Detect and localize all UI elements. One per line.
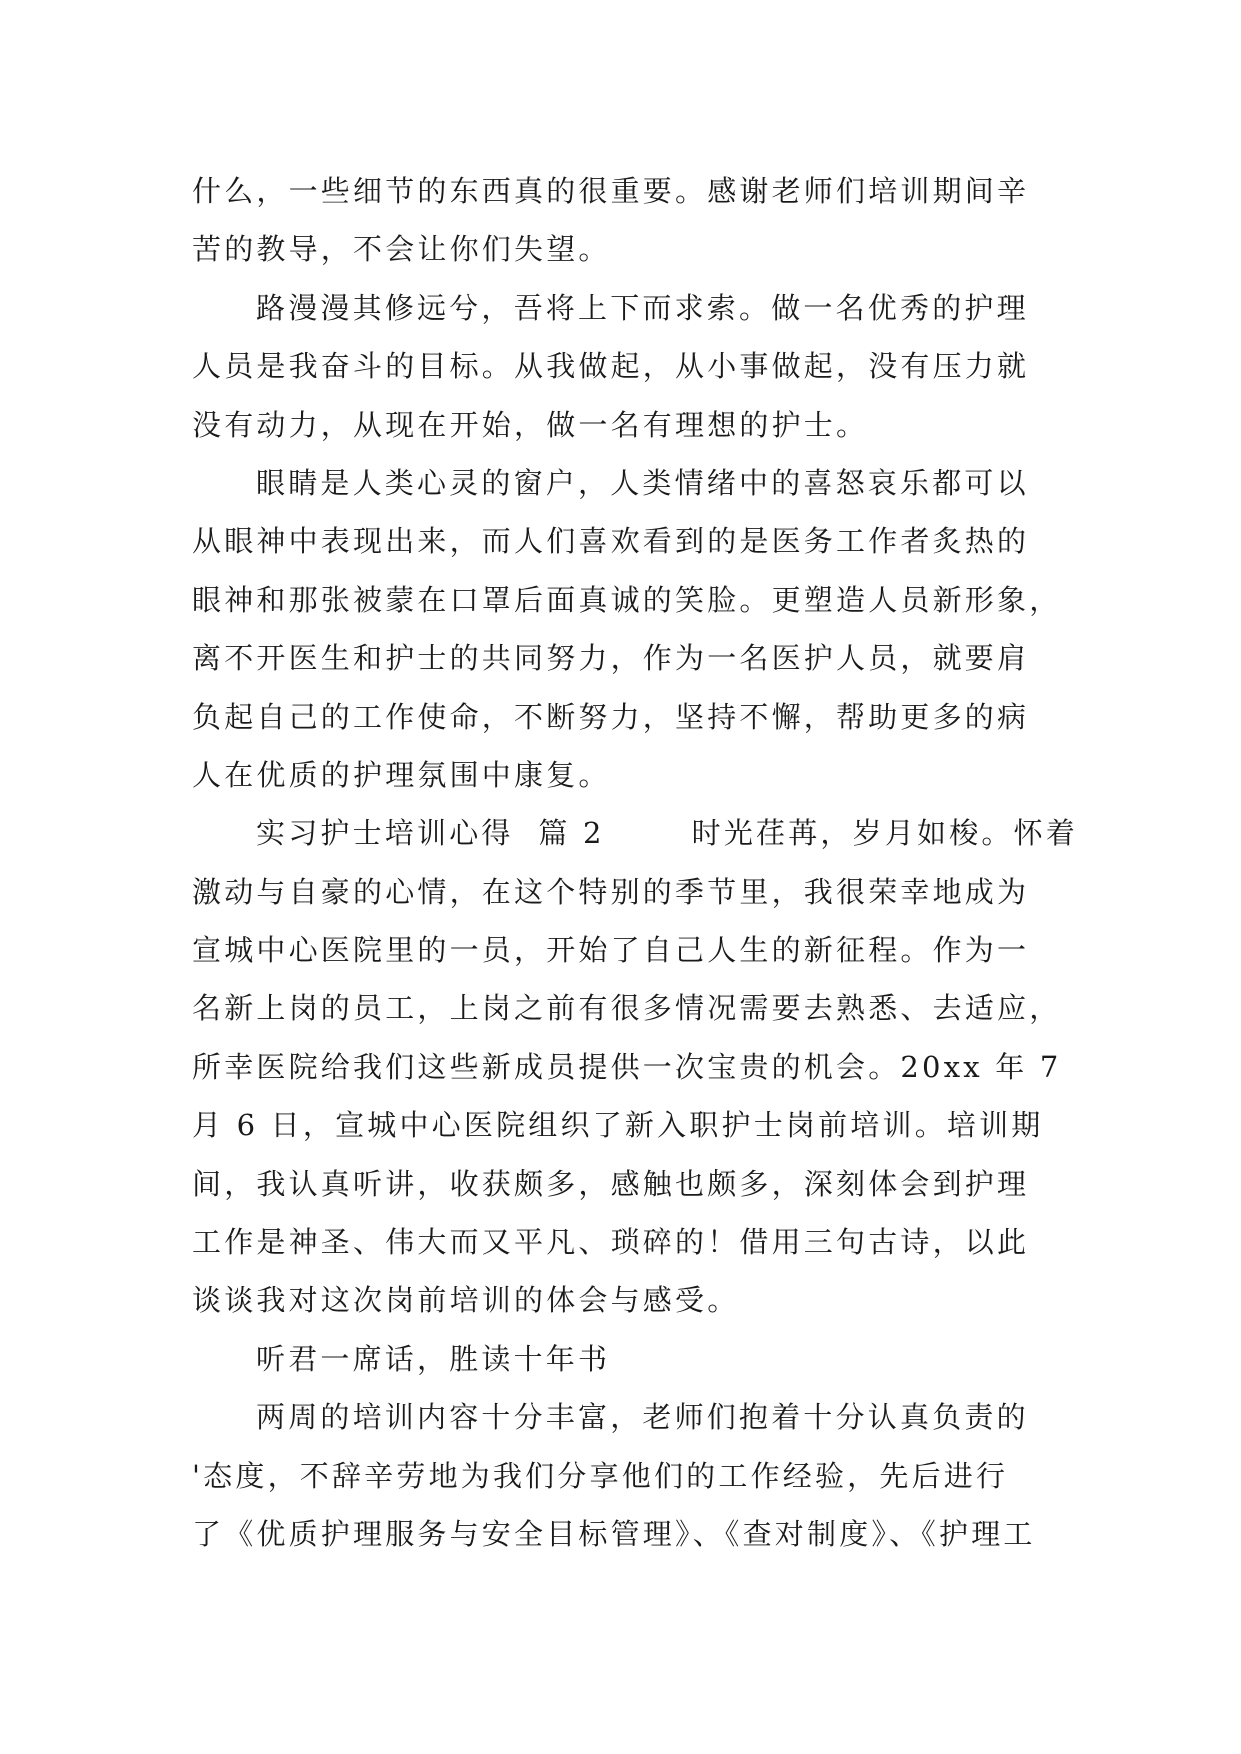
text-line: 谈谈我对这次岗前培训的体会与感受。 [192, 1283, 740, 1318]
text-line: 宣城中心医院里的一员，开始了自己人生的新征程。作为一 [192, 933, 1030, 968]
text-line: 了《优质护理服务与安全目标管理》、《查对制度》、《护理工 [192, 1516, 1036, 1551]
paragraph-first-line: 眼睛是人类心灵的窗户，人类情绪中的喜怒哀乐都可以 [256, 465, 1029, 500]
text-line: 工作是神圣、伟大而又平凡、琐碎的！借用三句古诗，以此 [192, 1225, 1030, 1260]
text-line: 离不开医生和护士的共同努力，作为一名医护人员，就要肩 [192, 641, 1030, 676]
paragraph-first-line: 两周的培训内容十分丰富，老师们抱着十分认真负责的 [256, 1400, 1029, 1435]
section-heading-line: 实习护士培训心得 篇 2 时光荏苒，岁月如梭。怀着 [256, 816, 1079, 851]
text-line: 什么，一些细节的东西真的很重要。感谢老师们培训期间辛 [192, 174, 1030, 208]
text-line: 苦的教导，不会让你们失望。 [192, 232, 611, 267]
text-line: 人在优质的护理氛围中康复。 [192, 757, 611, 792]
text-line: 所幸医院给我们这些新成员提供一次宝贵的机会。20xx 年 7 [192, 1049, 1062, 1084]
text-line: 没有动力，从现在开始，做一名有理想的护士。 [192, 407, 869, 442]
text-line: 人员是我奋斗的目标。从我做起，从小事做起，没有压力就 [192, 349, 1030, 384]
text-line: 从眼神中表现出来，而人们喜欢看到的是医务工作者炙热的 [192, 524, 1030, 559]
subheading-line: 听君一席话，胜读十年书 [256, 1341, 611, 1376]
body-text [192, 162, 1079, 1563]
text-line: 月 6 日，宣城中心医院组织了新入职护士岗前培训。培训期 [192, 1108, 1044, 1143]
text-line: 激动与自豪的心情，在这个特别的季节里，我很荣幸地成为 [192, 874, 1030, 909]
text-line: 负起自己的工作使命，不断努力，坚持不懈，帮助更多的病 [192, 699, 1030, 734]
text-line: '态度，不辞辛劳地为我们分享他们的工作经验，先后进行 [192, 1458, 1009, 1493]
text-line: 间，我认真听讲，收获颇多，感触也颇多，深刻体会到护理 [192, 1166, 1030, 1201]
text-line: 眼神和那张被蒙在口罩后面真诚的笑脸。更塑造人员新形象， [192, 582, 1062, 617]
paragraph-first-line: 路漫漫其修远兮，吾将上下而求索。做一名优秀的护理 [256, 290, 1029, 325]
text-line: 名新上岗的员工，上岗之前有很多情况需要去熟悉、去适应， [192, 991, 1062, 1026]
